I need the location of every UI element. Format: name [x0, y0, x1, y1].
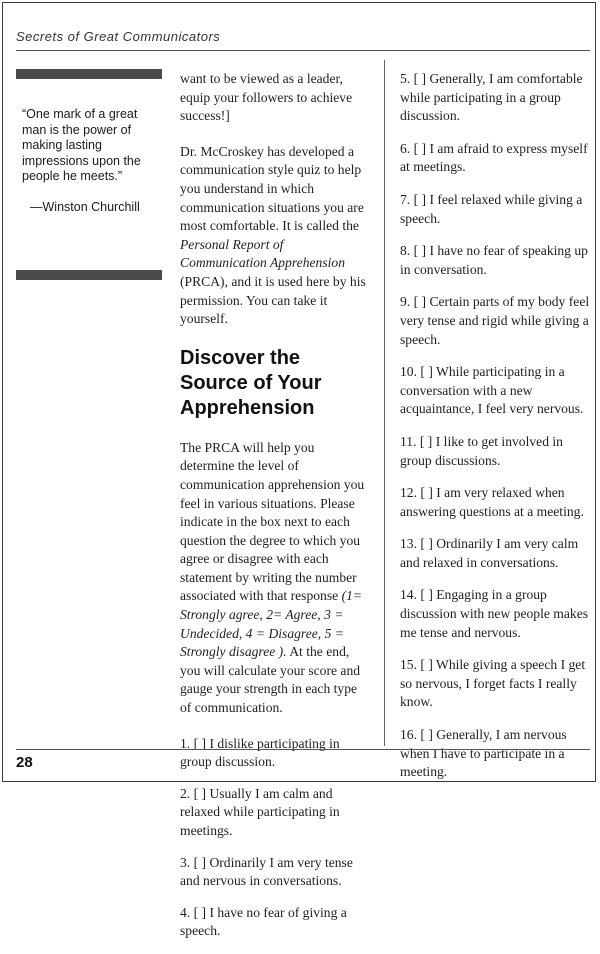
- question-item: 13. [ ] Ordinarily I am very calm and relaxed in conversations.: [400, 536, 579, 570]
- question-item: 3. [ ] Ordinarily I am very tense and nervous in conversations.: [180, 854, 353, 889]
- column-divider: [384, 60, 385, 746]
- sidebar-bar-bottom: [16, 270, 162, 280]
- question-item: 1. [ ] I dislike participating in group discussion.: [180, 735, 340, 770]
- question-item: 12. [ ] I am very relaxed when answering questions at a meeting.: [400, 485, 584, 519]
- quote-attribution: —Winston Churchill: [30, 200, 140, 214]
- header-rule: [16, 50, 590, 51]
- mccroskey-text-before: Dr. McCroskey has developed a communication style quiz to help you understand in which communication situations you are most comfortable. It is called the: [180, 143, 364, 234]
- question-item: 15. [ ] While giving a speech I get so nervous, I forget facts I really know.: [400, 657, 586, 710]
- question-item: 9. [ ] Certain parts of my body feel very tense and rigid while giving a speech.: [400, 294, 590, 347]
- running-head: Secrets of Great Communicators: [16, 29, 221, 44]
- question-item: 2. [ ] Usually I am calm and relaxed while participating in meetings.: [180, 785, 340, 838]
- question-item: 10. [ ] While participating in a conversation with a new acquaintance, I feel very nervous.: [400, 364, 584, 417]
- question-item: 11. [ ] I like to get involved in group discussions.: [400, 433, 563, 468]
- question-item: 5. [ ] Generally, I am comfortable while participating in a group discussion.: [400, 71, 583, 124]
- prca-instructions: [180, 439, 370, 718]
- question-item: 14. [ ] Engaging in a group discussion with new people makes me tense and nervous.: [400, 587, 589, 640]
- page-number: 28: [16, 754, 33, 771]
- intro-continuation: want to be viewed as a leader, equip your followers to achieve success!]: [180, 71, 353, 124]
- pull-quote: “One mark of a great man is the power of making lasting impressions upon the people he meets.”: [22, 107, 141, 183]
- question-item: 7. [ ] I feel relaxed while giving a speech.: [400, 191, 583, 226]
- mccroskey-paragraph: [180, 143, 370, 329]
- sidebar-bar-top: [16, 69, 162, 79]
- prca-title: Personal Report of Communication Apprehension: [180, 236, 346, 271]
- question-item: 8. [ ] I have no fear of speaking up in conversation.: [400, 243, 588, 277]
- mccroskey-text-after: (PRCA), and it is used here by his permission. You can take it yourself.: [180, 273, 366, 327]
- right-column: [400, 70, 590, 796]
- section-heading: Discover the Source of Your Apprehension: [180, 346, 322, 419]
- middle-column: [180, 70, 370, 954]
- question-item: 6. [ ] I am afraid to express myself at meetings.: [400, 140, 588, 175]
- question-item: 16. [ ] Generally, I am nervous when I have to participate in a meeting.: [400, 727, 567, 780]
- prca-text-after: At the end, you will calculate your score and gauge your strength in each type of communication.: [180, 644, 361, 716]
- footer-rule: [16, 749, 590, 750]
- prca-text-before: The PRCA will help you determine the level of communication apprehension you feel in various situations. Please indicate in the box next to each question the degree to which you agree or disagree with each statement by writing the number associated with that response: [180, 439, 365, 604]
- prca-scale: (1= Strongly agree, 2= Agree, 3 = Undecided, 4 = Disagree, 5 = Strongly disagree ).: [180, 588, 363, 660]
- question-item: 4. [ ] I have no fear of giving a speech.: [180, 904, 347, 939]
